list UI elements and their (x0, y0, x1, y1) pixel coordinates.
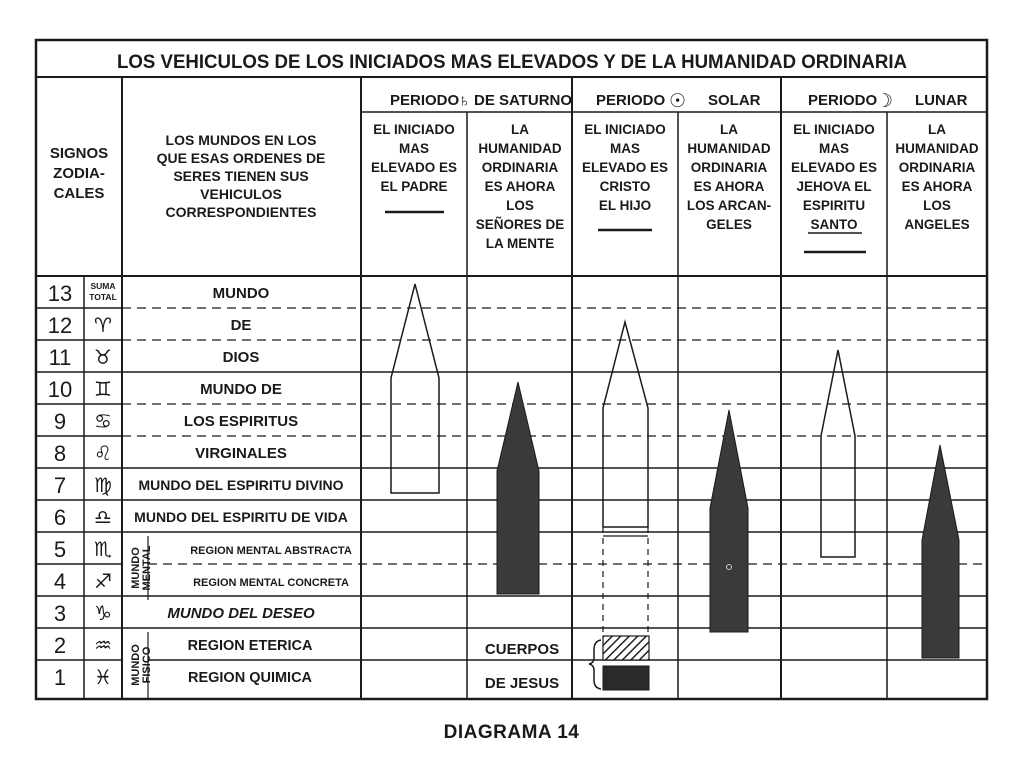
cuerpos-label-line2: DE JESUS (484, 675, 560, 692)
cuerpos-label-line1: CUERPOS (484, 641, 560, 658)
table-row (48, 313, 252, 338)
zodiac-sign-icon: ♎ (94, 507, 112, 529)
zodiac-sign-icon: ♒ (94, 635, 112, 657)
row-number: 12 (47, 313, 73, 338)
zodiac-sign-icon: ♐ (94, 571, 112, 593)
table-row (48, 281, 270, 306)
header-signos: SIGNOS ZODIA-CALES (49, 145, 109, 202)
row-number: 13 (47, 281, 73, 306)
subheader-solar-humanidad: LA HUMANIDAD ORDINARIA ES AHORA LOS ARCAN-GELES (686, 122, 772, 232)
vehicle-jehova-outline (821, 350, 855, 557)
svg-text:PERIODO: PERIODO (596, 92, 666, 109)
period-heading-solar (596, 91, 761, 112)
row-number: 2 (53, 633, 67, 658)
row-world-label: REGION MENTAL CONCRETA (193, 577, 349, 589)
subheader-lunar-iniciado: EL INICIADO MAS ELEVADO ES JEHOVA EL ESPIRITU SANTO (790, 122, 878, 232)
row-world-label: DE (230, 317, 252, 334)
svg-text:PERIODO: PERIODO (390, 92, 460, 109)
header-mundos: LOS MUNDOS EN LOS QUE ESAS ORDENES DE SERES TIENEN SUS VEHICULOS CORRESPONDIENTES (156, 132, 326, 220)
row-world-label: MUNDO (212, 285, 270, 302)
diagram-title: LOS VEHICULOS DE LOS INICIADOS MAS ELEVADOS Y DE LA HUMANIDAD ORDINARIA (117, 52, 908, 73)
vehicle-padre-outline (391, 284, 439, 493)
table-row (54, 633, 313, 658)
table-row (54, 569, 349, 594)
row-world-label: MUNDO DEL ESPIRITU DIVINO (138, 477, 344, 493)
period-heading-saturno (390, 91, 572, 110)
group-label-mundo-mental: MUNDOMENTAL (130, 545, 153, 591)
zodiac-sign-icon: ♉ (94, 347, 112, 369)
moon-icon: ☽ (876, 91, 894, 112)
svg-text:SOLAR: SOLAR (708, 92, 761, 109)
row-number: 4 (53, 569, 67, 594)
vehicle-angeles (922, 445, 959, 658)
row-number: 6 (53, 505, 67, 530)
row-number: 8 (53, 441, 67, 466)
subheader-saturno-humanidad: LA HUMANIDAD ORDINARIA ES AHORA LOS SEÑORES DE LA MENTE (475, 122, 565, 251)
table-row (54, 537, 352, 562)
period-heading-lunar (808, 91, 968, 112)
table-row (54, 505, 348, 530)
table-row (54, 409, 298, 434)
cuerpos-etericos-hatched (603, 636, 649, 660)
vehicle-arcangeles (710, 410, 748, 632)
vehicle-senores-mente (497, 382, 539, 594)
zodiac-sign-icon: ♍ (94, 475, 112, 497)
zodiac-sign-icon: ♓ (94, 667, 112, 689)
cuerpos-bracket (589, 640, 601, 689)
row-number: 11 (48, 345, 72, 370)
row-world-label: VIRGINALES (195, 445, 287, 462)
table-row (49, 345, 260, 370)
row-number: 10 (47, 377, 73, 402)
row-world-label: MUNDO DE (200, 381, 282, 398)
table-row (54, 473, 344, 498)
row-world-label: MUNDO DEL DESEO (167, 605, 315, 622)
svg-text:LUNAR: LUNAR (915, 92, 968, 109)
row-world-label: REGION ETERICA (187, 638, 313, 654)
row-world-label: DIOS (222, 349, 260, 366)
row-world-label: REGION QUIMICA (187, 670, 313, 686)
row-world-label: REGION MENTAL ABSTRACTA (190, 545, 352, 557)
zodiac-sign-icon: ♑ (94, 603, 112, 625)
zodiac-sign-icon: ♊ (94, 379, 112, 401)
vehicle-cristo-outline (603, 322, 648, 527)
saturn-icon: ♄ (458, 91, 471, 110)
row-number: 5 (53, 537, 67, 562)
row-number: 9 (53, 409, 67, 434)
zodiac-sign-icon: ♋ (94, 411, 112, 433)
table-row (54, 601, 315, 626)
row-number: 7 (53, 473, 67, 498)
row-number: 1 (53, 665, 67, 690)
table-row (54, 441, 287, 466)
row-number: 3 (53, 601, 67, 626)
cuerpos-quimicos-solid (603, 666, 649, 690)
zodiac-sign-icon: ♏ (94, 539, 112, 561)
diagram-caption: DIAGRAMA 14 (443, 722, 580, 743)
table-row (48, 377, 282, 402)
svg-text:PERIODO: PERIODO (808, 92, 878, 109)
row-sign-suma-total: SUMA TOTAL (89, 281, 117, 302)
sun-icon: ☉ (669, 91, 687, 112)
group-label-mundo-fisico: MUNDOFISICO (130, 644, 153, 686)
row-world-label: MUNDO DEL ESPIRITU DE VIDA (134, 509, 348, 525)
subheader-lunar-humanidad: LA HUMANIDAD ORDINARIA ES AHORA LOS ANGELES (895, 122, 979, 232)
zodiac-sign-icon: ♈ (94, 315, 112, 337)
svg-text:DE SATURNO: DE SATURNO (474, 92, 573, 109)
table-row (54, 665, 313, 690)
zodiac-sign-icon: ♌ (94, 443, 112, 465)
subheader-solar-iniciado: EL INICIADO MAS ELEVADO ES CRISTO EL HIJO (581, 122, 669, 213)
subheader-saturno-iniciado: EL INICIADO MAS ELEVADO ES EL PADRE (370, 122, 458, 194)
row-world-label: LOS ESPIRITUS (183, 413, 299, 430)
